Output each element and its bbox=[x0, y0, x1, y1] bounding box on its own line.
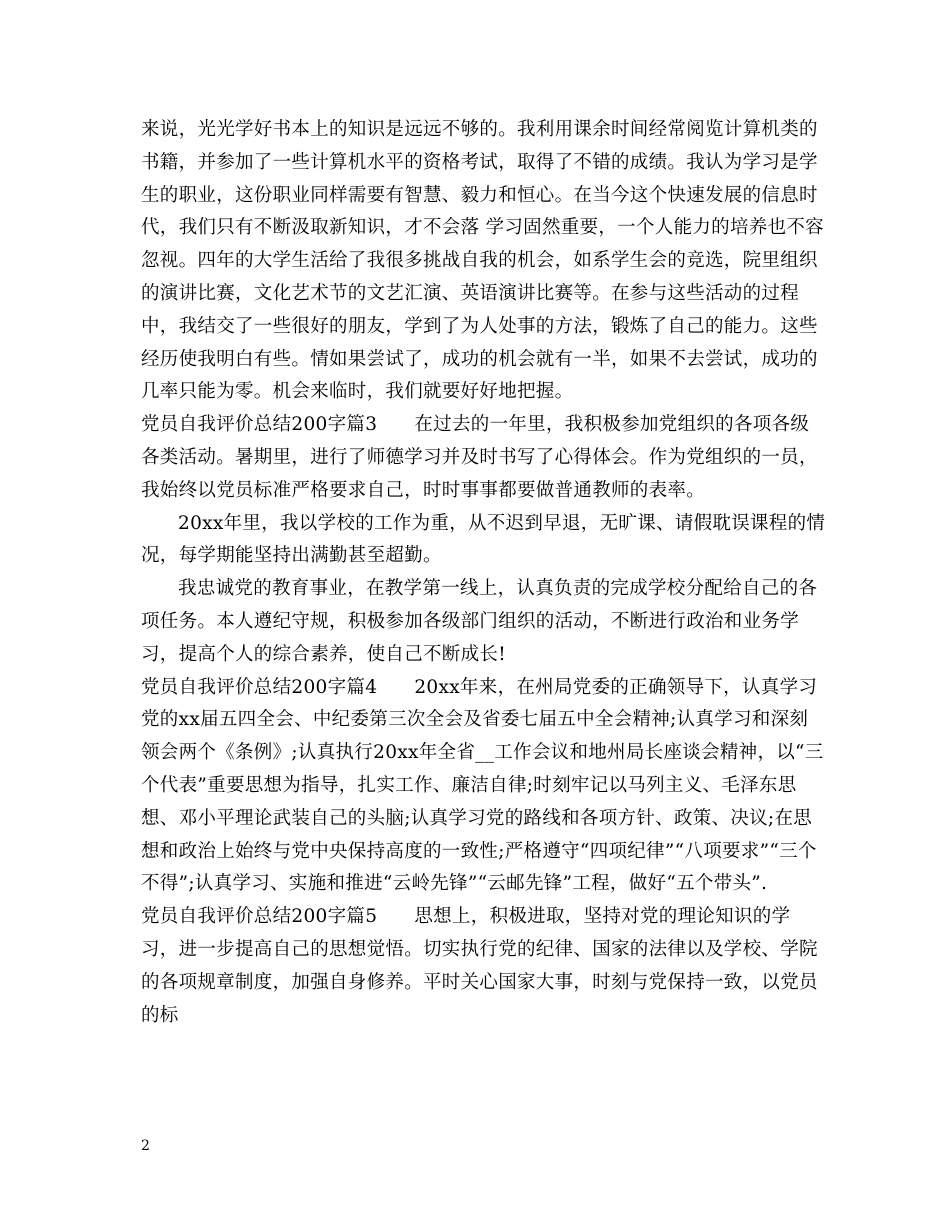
document-body bbox=[141, 114, 826, 1032]
paragraph-section-3: 党员自我评价总结200字篇3 在过去的一年里，我积极参加党组织的各项各级各类活动。暑期里，进行了师德学习并及时书写了心得体会。作为党组织的一员，我始终以党员标准严格要求自己，时时事事都要做普通教师的表率。 bbox=[141, 414, 818, 501]
paragraph-section-4: 党员自我评价总结200字篇4 20xx年来，在州局党委的正确领导下，认真学习党的xx届五四全会、中纪委第三次全会及省委七届五中全会精神;认真学习和深刻领会两个《条例》;认真执行20xx年全省__工作会议和地州局长座谈会精神，以“三个代表”重要思想为指导，扎实工作、廉洁自律;时刻牢记以马列主义、毛泽东思想、邓小平理论武装自己的头脑;认真学习党的路线和各项方针、政策、决议;在思想和政治上始终与党中央保持高度的一致性;严格遵守“四项纪律”“八项要求”“三个不得”;认真学习、实施和推进“云岭先锋”“云邮先锋”工程，做好“五个带头”. bbox=[141, 676, 824, 895]
page-number: 2 bbox=[141, 1138, 150, 1154]
paragraph-continuation: 来说，光光学好书本上的知识是远远不够的。我利用课余时间经常阅览计算机类的书籍，并参加了一些计算机水平的资格考试，取得了不错的成绩。我认为学习是学生的职业，这份职业同样需要有智慧、毅力和恒心。在当今这个快速发展的信息时代，我们只有不断汲取新知识，才不会落 学习固然重要，一个人能力的培养也不容忽视。四年的大学生活给了我很多挑战自我的机会，如系学生会的竞选，院里组织的演讲比赛，文化艺术节的文艺汇演、英语演讲比赛等。在参与这些活动的过程中，我结交了一些很好的朋友，学到了为人处事的方法，锻炼了自己的能力。这些经历使我明白有些。情如果尝试了，成功的机会就有一半，如果不去尝试，成功的几率只能为零。机会来临时，我们就要好好地把握。 bbox=[141, 119, 824, 403]
paragraph-loyalty: 我忠诚党的教育事业，在教学第一线上，认真负责的完成学校分配给自己的各项任务。本人遵纪守规，积极参加各级部门组织的活动，不断进行政治和业务学习，提高个人的综合素养，使自己不断成长! bbox=[141, 578, 818, 665]
paragraph-section-5: 党员自我评价总结200字篇5 思想上，积极进取，坚持对党的理论知识的学习，进一步提高自己的思想觉悟。切实执行党的纪律、国家的法律以及学校、学院的各项规章制度，加强自身修养。平时关心国家大事，时刻与党保持一致，以党员的标 bbox=[141, 906, 818, 1026]
paragraph-attendance: 20xx年里，我以学校的工作为重，从不迟到早退，无旷课、请假耽误课程的情况，每学期能坚持出满勤甚至超勤。 bbox=[141, 512, 826, 567]
